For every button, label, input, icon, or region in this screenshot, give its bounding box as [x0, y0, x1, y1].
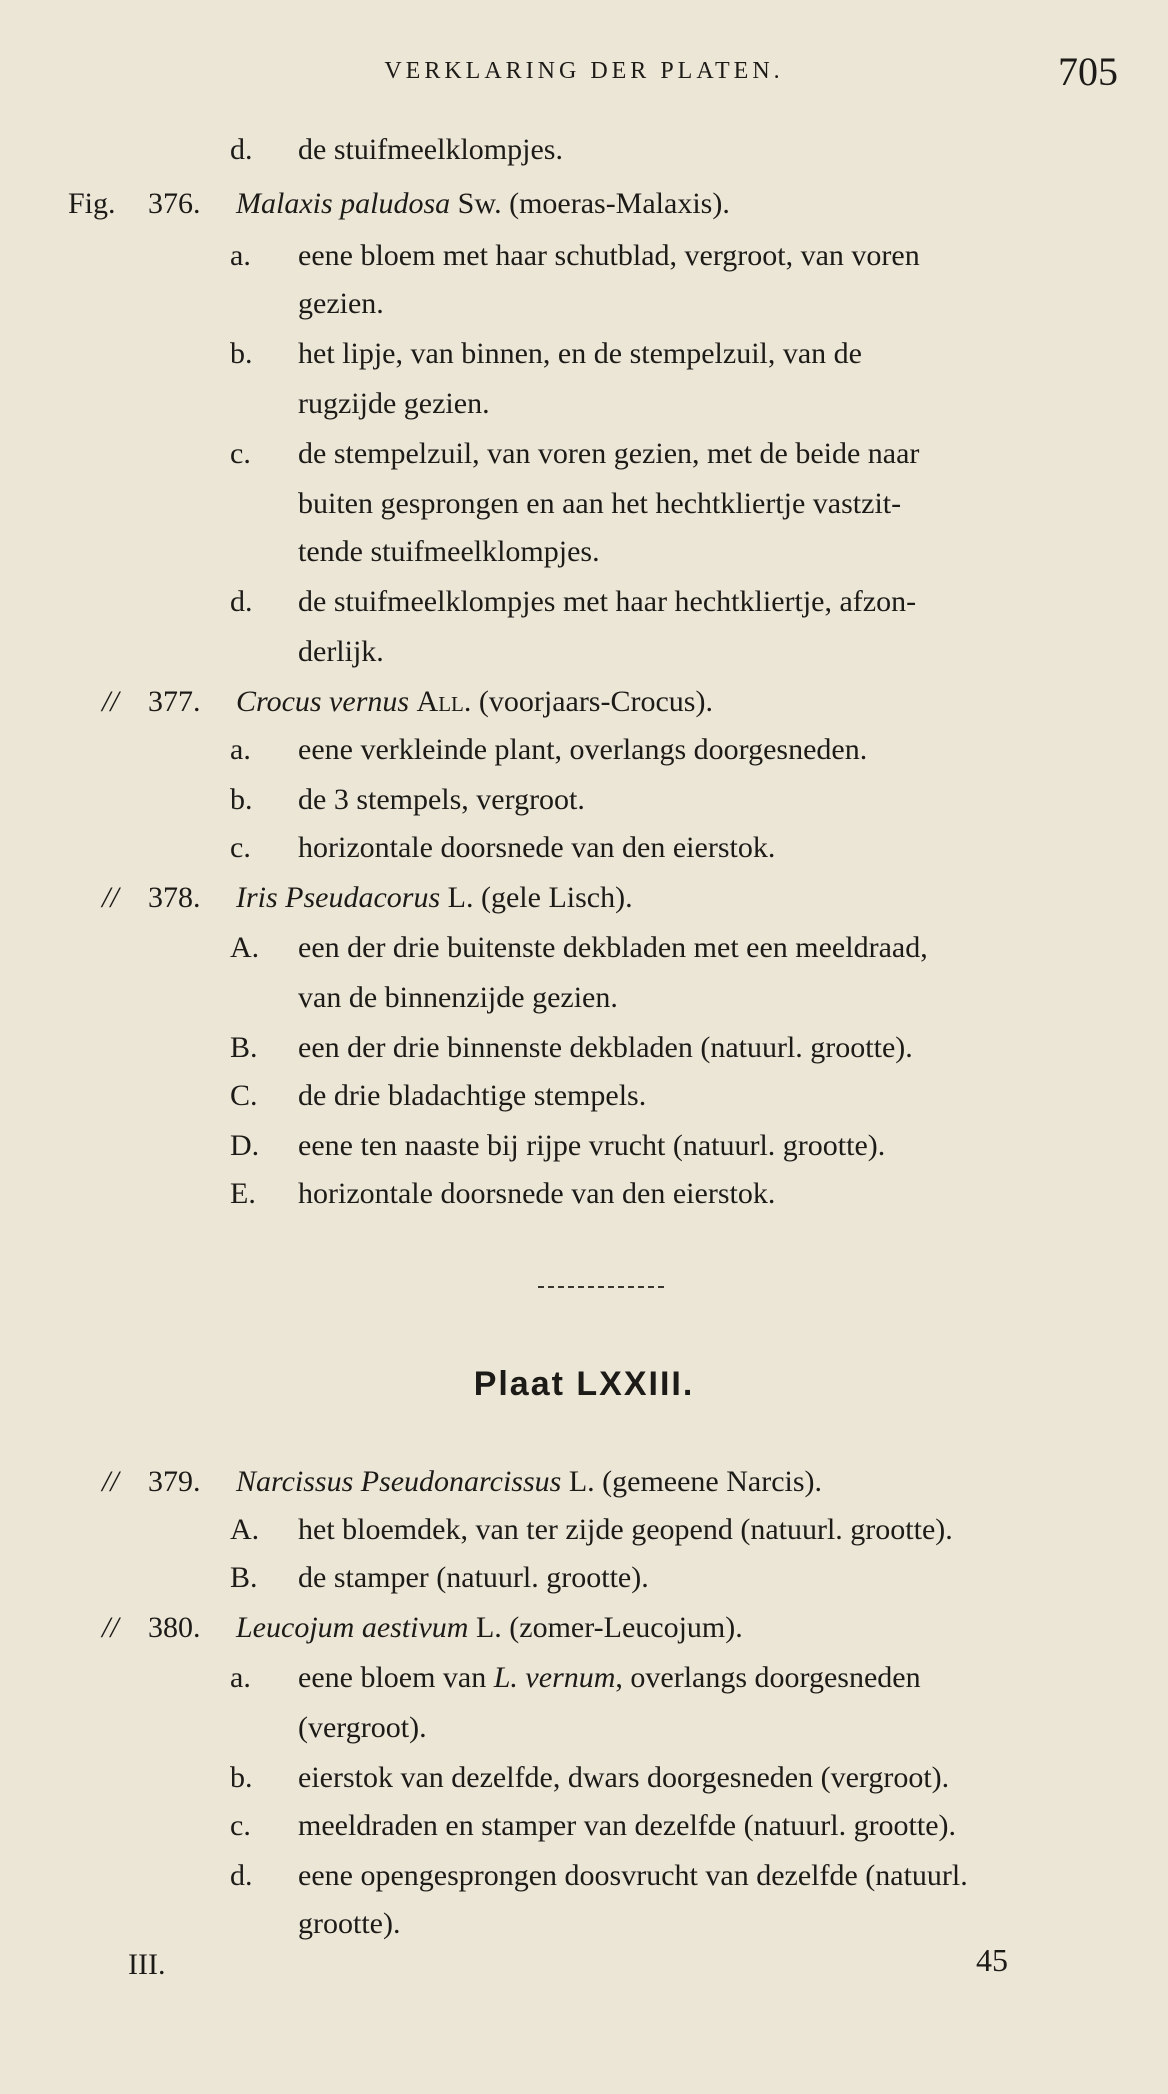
text-line: B. [230, 1031, 258, 1064]
text-line: eene ten naaste bij rijpe vrucht (natuurl. grootte). [298, 1129, 886, 1162]
text-line: het lipje, van binnen, en de stempelzuil, van de [298, 337, 862, 370]
text-line: 378. [148, 881, 201, 914]
text-line: de stuifmeelklompjes. [298, 133, 563, 166]
text-line: de drie bladachtige stempels. [298, 1079, 647, 1112]
text-line: c. [230, 1809, 251, 1842]
text-line: 379. [148, 1465, 201, 1498]
page-number: 705 [1058, 49, 1118, 94]
text-line: 377. [148, 685, 201, 718]
text-line: A. [230, 1513, 260, 1546]
text-line: Malaxis paludosa Sw. (moeras-Malaxis). [236, 187, 730, 220]
text-line: eierstok van dezelfde, dwars doorgesneden (vergroot). [298, 1761, 950, 1794]
text-line: de stempelzuil, van voren gezien, met de beide naar [298, 437, 920, 470]
text-line: d. [230, 585, 253, 618]
text-line: van de binnenzijde gezien. [298, 981, 618, 1014]
text-line: 380. [148, 1611, 201, 1644]
text-line: a. [230, 1661, 251, 1694]
text-line: A. [230, 931, 260, 964]
text-line: // [102, 881, 119, 914]
text-line: derlijk. [298, 635, 384, 668]
text-line: buiten gesprongen en aan het hechtkliertje vastzit- [298, 487, 902, 520]
text-line: b. [230, 1761, 253, 1794]
text-line: d. [230, 1859, 253, 1892]
text-line: b. [230, 337, 253, 370]
text-line: a. [230, 239, 251, 272]
text-line: een der drie binnenste dekbladen (natuurl. grootte). [298, 1031, 913, 1064]
text-line: de stuifmeelklompjes met haar hechtkliertje, afzon- [298, 585, 917, 618]
section-divider [538, 1286, 664, 1288]
text-line: c. [230, 831, 251, 864]
text-line: Iris Pseudacorus L. (gele Lisch). [236, 881, 633, 914]
text-line: eene bloem met haar schutblad, vergroot, van voren [298, 239, 920, 272]
text-line: Leucojum aestivum L. (zomer-Leucojum). [236, 1611, 743, 1644]
text-line: b. [230, 783, 253, 816]
text-line: eene verkleinde plant, overlangs doorgesneden. [298, 733, 868, 766]
plate-title: Plaat LXXIII. [473, 1365, 695, 1403]
text-line: // [102, 685, 119, 718]
text-line: D. [230, 1129, 260, 1162]
text-line: // [102, 1465, 119, 1498]
text-line: de 3 stempels, vergroot. [298, 783, 585, 816]
text-line: rugzijde gezien. [298, 387, 490, 420]
text-line: horizontale doorsnede van den eierstok. [298, 1177, 776, 1210]
text-line: a. [230, 733, 251, 766]
text-line: B. [230, 1561, 258, 1594]
text-line: de stamper (natuurl. grootte). [298, 1561, 649, 1594]
text-line: eene bloem van L. vernum, overlangs doorgesneden [298, 1661, 921, 1694]
text-line: grootte). [298, 1907, 401, 1940]
signature-mark: III. [128, 1948, 166, 1981]
text-line: Fig. [68, 187, 116, 220]
text-line: 376. [148, 187, 201, 220]
text-line: E. [230, 1177, 256, 1210]
text-line: Crocus vernus All. (voorjaars-Crocus). [236, 685, 713, 718]
text-line: eene opengesprongen doosvrucht van dezelfde (natuurl. [298, 1859, 968, 1892]
text-line: horizontale doorsnede van den eierstok. [298, 831, 776, 864]
text-line: een der drie buitenste dekbladen met een meeldraad, [298, 931, 928, 964]
text-line: Narcissus Pseudonarcissus L. (gemeene Narcis). [236, 1465, 823, 1498]
running-head: VERKLARING DER PLATEN. [384, 58, 784, 84]
text-line: meeldraden en stamper van dezelfde (natuurl. grootte). [298, 1809, 957, 1842]
sheet-number: 45 [976, 1942, 1008, 1978]
text-line: c. [230, 437, 251, 470]
text-line: d. [230, 133, 253, 166]
text-line: gezien. [298, 287, 384, 320]
text-line: tende stuifmeelklompjes. [298, 535, 600, 568]
text-line: // [102, 1611, 119, 1644]
text-line: (vergroot). [298, 1711, 427, 1744]
text-line: C. [230, 1079, 258, 1112]
text-line: het bloemdek, van ter zijde geopend (natuurl. grootte). [298, 1513, 953, 1546]
